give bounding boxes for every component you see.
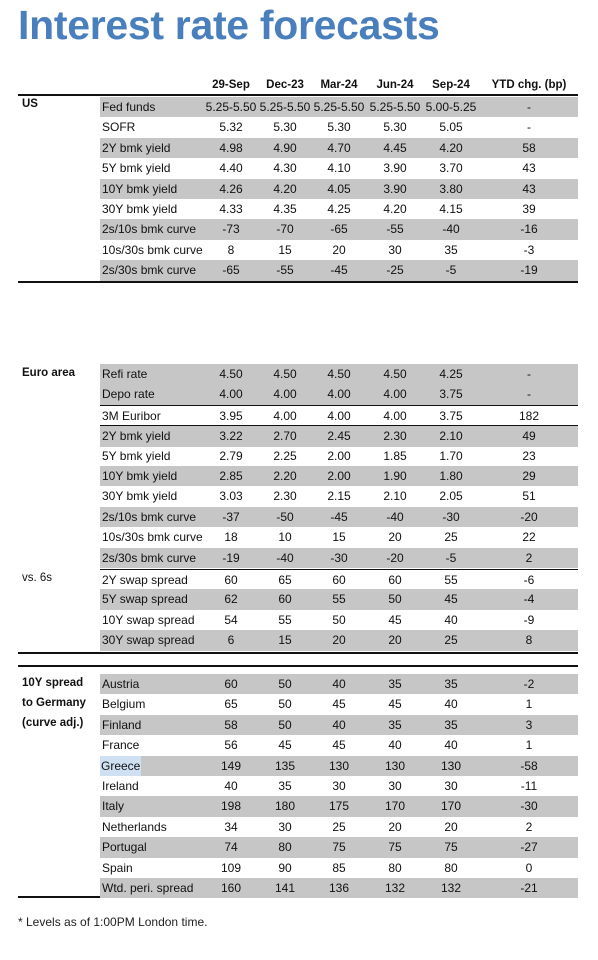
table-cell: 132 [440, 881, 462, 895]
table-row [100, 630, 578, 650]
row-label: 2s/10s bmk curve [102, 222, 197, 237]
table-cell: 4.50 [219, 367, 243, 381]
table-cell: 2.30 [383, 429, 407, 444]
table-cell: 2.30 [273, 489, 297, 504]
row-label: Spain [102, 860, 133, 875]
table-cell: 4.00 [327, 387, 351, 402]
table-cell: 23 [522, 448, 536, 463]
table-row [100, 117, 578, 137]
section-label-spread-line-2: to Germany [22, 697, 86, 709]
page-title: Interest rate forecasts [18, 2, 440, 48]
table-cell: 45 [388, 697, 402, 712]
table-cell: 180 [274, 799, 296, 814]
table-cell: 25 [444, 633, 458, 648]
table-cell: 1 [525, 738, 533, 753]
table-cell: 4.25 [327, 202, 351, 216]
table-cell: 54 [224, 612, 238, 627]
table-row [100, 446, 578, 466]
table-cell: 175 [328, 799, 350, 814]
table-cell: 45 [388, 612, 402, 627]
table-cell: 4.00 [219, 387, 243, 402]
table-row [100, 715, 578, 735]
table-row [100, 486, 578, 506]
table-cell: 5.05 [439, 120, 463, 135]
table-cell: -5 [445, 263, 457, 278]
row-label: 30Y bmk yield [102, 489, 178, 504]
table-cell: 3.95 [219, 408, 243, 423]
table-cell: 20 [332, 633, 346, 648]
table-cell: 62 [224, 592, 238, 607]
table-cell: 4.50 [383, 367, 407, 381]
table-cell: 49 [522, 429, 536, 444]
row-label: 10Y bmk yield [102, 181, 178, 196]
table-cell: 3.90 [383, 161, 407, 176]
row-label: Refi rate [102, 367, 148, 381]
table-row [100, 694, 578, 714]
table-row [100, 219, 578, 239]
table-cell: 5.00-5.25 [425, 100, 477, 114]
table-cell: 75 [444, 840, 458, 855]
table-cell: 4.15 [439, 202, 463, 216]
table-cell: 40 [444, 697, 458, 712]
table-cell: 5.25-5.50 [205, 100, 257, 114]
table-cell: -37 [222, 509, 240, 524]
table-cell: 50 [278, 677, 292, 691]
table-cell: 60 [388, 573, 402, 587]
table-cell: 1.80 [439, 469, 463, 483]
table-cell: 4.98 [219, 140, 243, 155]
table-cell: -16 [520, 222, 538, 237]
table-cell: 4.20 [439, 140, 463, 155]
table-row [100, 199, 578, 219]
row-label: 2Y bmk yield [102, 140, 171, 155]
row-label: 2Y bmk yield [102, 429, 171, 444]
row-label: 10Y bmk yield [102, 469, 178, 483]
table-cell: 30 [278, 819, 292, 834]
table-cell: 60 [332, 573, 346, 587]
table-cell: 20 [444, 819, 458, 834]
table-row [100, 837, 578, 857]
col-header-sep-24: Sep-24 [432, 79, 470, 91]
table-cell: 80 [388, 860, 402, 875]
table-cell: 20 [332, 242, 346, 257]
table-cell: 20 [388, 530, 402, 545]
row-label: 10s/30s bmk curve [102, 242, 203, 257]
row-label: 3M Euribor [102, 408, 161, 423]
table-cell: 4.90 [273, 140, 297, 155]
row-label: 5Y bmk yield [102, 161, 171, 176]
table-cell: 4.25 [439, 367, 463, 381]
table-cell: 50 [278, 697, 292, 712]
table-cell: 35 [388, 717, 402, 732]
table-cell: 5.30 [273, 120, 297, 135]
spread-section-top-rule [18, 665, 578, 667]
table-cell: 35 [444, 677, 458, 691]
row-label: 2s/30s bmk curve [102, 263, 197, 278]
table-cell: -70 [276, 222, 294, 237]
table-cell: -20 [386, 550, 404, 565]
table-cell: 30 [388, 779, 402, 793]
table-cell: 25 [444, 530, 458, 545]
table-cell: -65 [330, 222, 348, 237]
table-cell: -55 [276, 263, 294, 278]
table-cell: -5 [445, 550, 457, 565]
table-cell: 3.80 [439, 181, 463, 196]
table-cell: 109 [220, 860, 242, 875]
table-cell: 2.00 [327, 448, 351, 463]
table-cell: -45 [330, 263, 348, 278]
table-cell: 4.00 [383, 408, 407, 423]
table-cell: 5.30 [327, 120, 351, 135]
table-cell: 40 [332, 677, 346, 691]
table-cell: -45 [330, 509, 348, 524]
table-cell: -30 [330, 550, 348, 565]
table-cell: 5.25-5.50 [313, 100, 365, 114]
table-cell: -40 [276, 550, 294, 565]
row-label: SOFR [102, 120, 136, 135]
table-row [100, 97, 578, 117]
table-cell: 85 [332, 860, 346, 875]
table-cell: 29 [522, 469, 536, 483]
table-cell: 0 [525, 860, 533, 875]
table-cell: 4.40 [219, 161, 243, 176]
table-cell: 3.90 [383, 181, 407, 196]
table-cell: 5.30 [383, 120, 407, 135]
table-cell: 75 [388, 840, 402, 855]
table-cell: 18 [224, 530, 238, 545]
table-cell: 182 [518, 408, 540, 423]
table-cell: 4.33 [219, 202, 243, 216]
table-cell: 30 [332, 779, 346, 793]
table-cell: 2 [525, 819, 533, 834]
table-cell: -73 [222, 222, 240, 237]
table-cell: -11 [520, 779, 538, 793]
table-cell: 4.70 [327, 140, 351, 155]
table-cell: 3.03 [219, 489, 243, 504]
table-cell: 4.50 [327, 367, 351, 381]
row-label: 10s/30s bmk curve [102, 530, 203, 545]
table-cell: 90 [278, 860, 292, 875]
table-cell: 6 [227, 633, 235, 648]
table-cell: 34 [224, 819, 238, 834]
table-cell: 198 [220, 799, 242, 814]
table-cell: 3.75 [439, 408, 463, 423]
table-cell: -21 [520, 881, 538, 895]
col-header-ytd-chg: YTD chg. (bp) [491, 79, 567, 91]
row-label: 5Y swap spread [102, 592, 188, 607]
table-row [100, 240, 578, 260]
table-cell: -19 [222, 550, 240, 565]
table-cell: - [527, 387, 531, 402]
header-rule [18, 94, 578, 96]
table-row [100, 405, 578, 426]
table-cell: 39 [522, 202, 536, 216]
table-cell: 149 [220, 758, 242, 773]
row-label: 2s/30s bmk curve [102, 550, 197, 565]
us-section-bottom-rule [18, 281, 578, 283]
col-header-mar-24: Mar-24 [320, 79, 358, 91]
table-cell: 40 [444, 612, 458, 627]
table-cell: -20 [520, 509, 538, 524]
table-cell: 45 [332, 738, 346, 753]
table-cell: 30 [388, 242, 402, 257]
table-row [100, 756, 578, 776]
row-label: 30Y swap spread [102, 633, 195, 648]
table-cell: 2.25 [273, 448, 297, 463]
table-cell: 50 [278, 717, 292, 732]
table-cell: 43 [522, 161, 536, 176]
table-cell: 4.50 [273, 367, 297, 381]
table-cell: 2.10 [439, 429, 463, 444]
table-cell: 35 [278, 779, 292, 793]
row-label: Belgium [102, 697, 146, 712]
col-header-dec-23: Dec-23 [266, 79, 304, 91]
row-label: Finland [102, 717, 142, 732]
table-cell: 130 [328, 758, 350, 773]
table-row [100, 878, 578, 898]
table-row [100, 817, 578, 837]
table-row [100, 674, 578, 694]
table-cell: 55 [278, 612, 292, 627]
section-label-spread-line-3: (curve adj.) [22, 717, 84, 729]
table-cell: 15 [332, 530, 346, 545]
table-row [100, 158, 578, 178]
table-row [100, 735, 578, 755]
table-cell: 15 [278, 242, 292, 257]
table-cell: 4.00 [327, 408, 351, 423]
table-cell: 4.35 [273, 202, 297, 216]
table-cell: 35 [444, 717, 458, 732]
table-cell: -27 [520, 840, 538, 855]
table-cell: 65 [278, 573, 292, 587]
table-cell: 8 [227, 242, 235, 257]
table-cell: 55 [332, 592, 346, 607]
table-cell: 2 [525, 550, 533, 565]
table-row [100, 858, 578, 878]
footnote: * Levels as of 1:00PM London time. [18, 915, 208, 929]
table-cell: 3.75 [439, 387, 463, 402]
row-label: 10Y swap spread [102, 612, 195, 627]
table-cell: 25 [332, 819, 346, 834]
table-cell: -58 [520, 758, 538, 773]
row-label: Austria [102, 677, 140, 691]
table-cell: 136 [328, 881, 350, 895]
table-cell: 80 [278, 840, 292, 855]
table-cell: 40 [224, 779, 238, 793]
table-row [100, 776, 578, 796]
row-label: Portugal [102, 840, 147, 855]
table-cell: 130 [384, 758, 406, 773]
table-row [100, 548, 578, 568]
table-cell: 4.45 [383, 140, 407, 155]
table-cell: 22 [522, 530, 536, 545]
row-label: 5Y bmk yield [102, 448, 171, 463]
table-cell: 1 [525, 697, 533, 712]
table-cell: 10 [278, 530, 292, 545]
table-cell: 2.79 [219, 448, 243, 463]
table-cell: 80 [444, 860, 458, 875]
table-row [100, 364, 578, 384]
table-row [100, 179, 578, 199]
table-cell: 60 [224, 677, 238, 691]
table-cell: -4 [523, 592, 535, 607]
row-label: Depo rate [102, 387, 155, 402]
table-cell: 15 [278, 633, 292, 648]
table-cell: 40 [444, 738, 458, 753]
table-cell: 4.26 [219, 181, 243, 196]
table-cell: -55 [386, 222, 404, 237]
table-cell: 1.70 [439, 448, 463, 463]
table-cell: 2.15 [327, 489, 351, 504]
table-cell: 45 [278, 738, 292, 753]
table-cell: 45 [444, 592, 458, 607]
col-header-29-sep: 29-Sep [212, 79, 250, 91]
section-label-vs-6s: vs. 6s [22, 572, 53, 584]
row-label: France [102, 738, 140, 753]
table-cell: 170 [440, 799, 462, 814]
table-cell: -30 [520, 799, 538, 814]
table-cell: 51 [522, 489, 536, 504]
row-label: 30Y bmk yield [102, 202, 178, 216]
table-cell: -9 [523, 612, 535, 627]
table-cell: -30 [442, 509, 460, 524]
table-cell: 2.05 [439, 489, 463, 504]
row-label: 2s/10s bmk curve [102, 509, 197, 524]
table-cell: 4.10 [327, 161, 351, 176]
table-cell: 55 [444, 573, 458, 587]
table-cell: 141 [274, 881, 296, 895]
table-row [100, 589, 578, 609]
table-cell: 60 [278, 592, 292, 607]
row-label: Ireland [102, 779, 139, 793]
table-cell: 170 [384, 799, 406, 814]
table-cell: 45 [332, 697, 346, 712]
table-cell: 35 [388, 677, 402, 691]
table-cell: 1.90 [383, 469, 407, 483]
table-row [100, 796, 578, 816]
table-cell: 4.00 [383, 387, 407, 402]
table-cell: 5.25-5.50 [259, 100, 311, 114]
table-cell: 35 [444, 242, 458, 257]
table-row [100, 384, 578, 404]
table-cell: 4.20 [383, 202, 407, 216]
table-cell: 3.70 [439, 161, 463, 176]
table-cell: 5.25-5.50 [369, 100, 421, 114]
row-label: Greece [100, 756, 141, 776]
table-row [100, 507, 578, 527]
table-cell: 40 [332, 717, 346, 732]
table-cell: 8 [525, 633, 533, 648]
table-row [100, 260, 578, 280]
table-cell: 43 [522, 181, 536, 196]
table-cell: 2.70 [273, 429, 297, 444]
table-cell: 2.45 [327, 429, 351, 444]
table-cell: 74 [224, 840, 238, 855]
table-row [100, 569, 578, 590]
col-header-jun-24: Jun-24 [376, 79, 414, 91]
table-cell: 60 [224, 573, 238, 587]
table-cell: 4.00 [273, 387, 297, 402]
table-cell: 30 [444, 779, 458, 793]
table-cell: 132 [384, 881, 406, 895]
table-cell: 1.85 [383, 448, 407, 463]
table-cell: -40 [386, 509, 404, 524]
table-cell: 2.20 [273, 469, 297, 483]
table-cell: -3 [523, 242, 535, 257]
table-cell: 40 [388, 738, 402, 753]
table-cell: - [527, 367, 531, 381]
table-cell: 58 [224, 717, 238, 732]
table-row [100, 425, 578, 446]
table-cell: 2.85 [219, 469, 243, 483]
table-cell: -19 [520, 263, 538, 278]
table-cell: 4.00 [273, 408, 297, 423]
table-row [100, 138, 578, 158]
table-cell: 130 [440, 758, 462, 773]
table-cell: 4.30 [273, 161, 297, 176]
table-cell: -6 [523, 573, 535, 587]
table-cell: 5.32 [219, 120, 243, 135]
table-cell: 56 [224, 738, 238, 753]
euro-section-bottom-rule [18, 652, 578, 654]
table-cell: 2.00 [327, 469, 351, 483]
table-cell: - [527, 120, 531, 135]
table-cell: - [527, 100, 531, 114]
section-label-us: US [22, 98, 38, 110]
row-label: Netherlands [102, 819, 167, 834]
table-cell: 65 [224, 697, 238, 712]
table-row [100, 610, 578, 630]
table-cell: 58 [522, 140, 536, 155]
table-cell: 2.10 [383, 489, 407, 504]
table-cell: 4.20 [273, 181, 297, 196]
table-cell: 75 [332, 840, 346, 855]
section-label-spread-line-1: 10Y spread [22, 677, 84, 689]
table-cell: -2 [523, 677, 535, 691]
table-cell: 20 [388, 633, 402, 648]
table-cell: 160 [220, 881, 242, 895]
table-row [100, 527, 578, 547]
table-cell: 50 [388, 592, 402, 607]
row-label: Wtd. peri. spread [102, 881, 194, 895]
table-cell: 4.05 [327, 181, 351, 196]
row-label: 2Y swap spread [102, 573, 188, 587]
table-cell: 20 [388, 819, 402, 834]
table-cell: 135 [274, 758, 296, 773]
table-cell: -65 [222, 263, 240, 278]
row-label: Fed funds [102, 100, 156, 114]
table-cell: 3.22 [219, 429, 243, 444]
table-cell: 3 [525, 717, 533, 732]
table-cell: -40 [442, 222, 460, 237]
table-cell: 50 [332, 612, 346, 627]
table-row [100, 466, 578, 486]
section-label-euro-area: Euro area [22, 367, 76, 379]
table-cell: -25 [386, 263, 404, 278]
table-cell: -50 [276, 509, 294, 524]
row-label: Italy [102, 799, 125, 814]
